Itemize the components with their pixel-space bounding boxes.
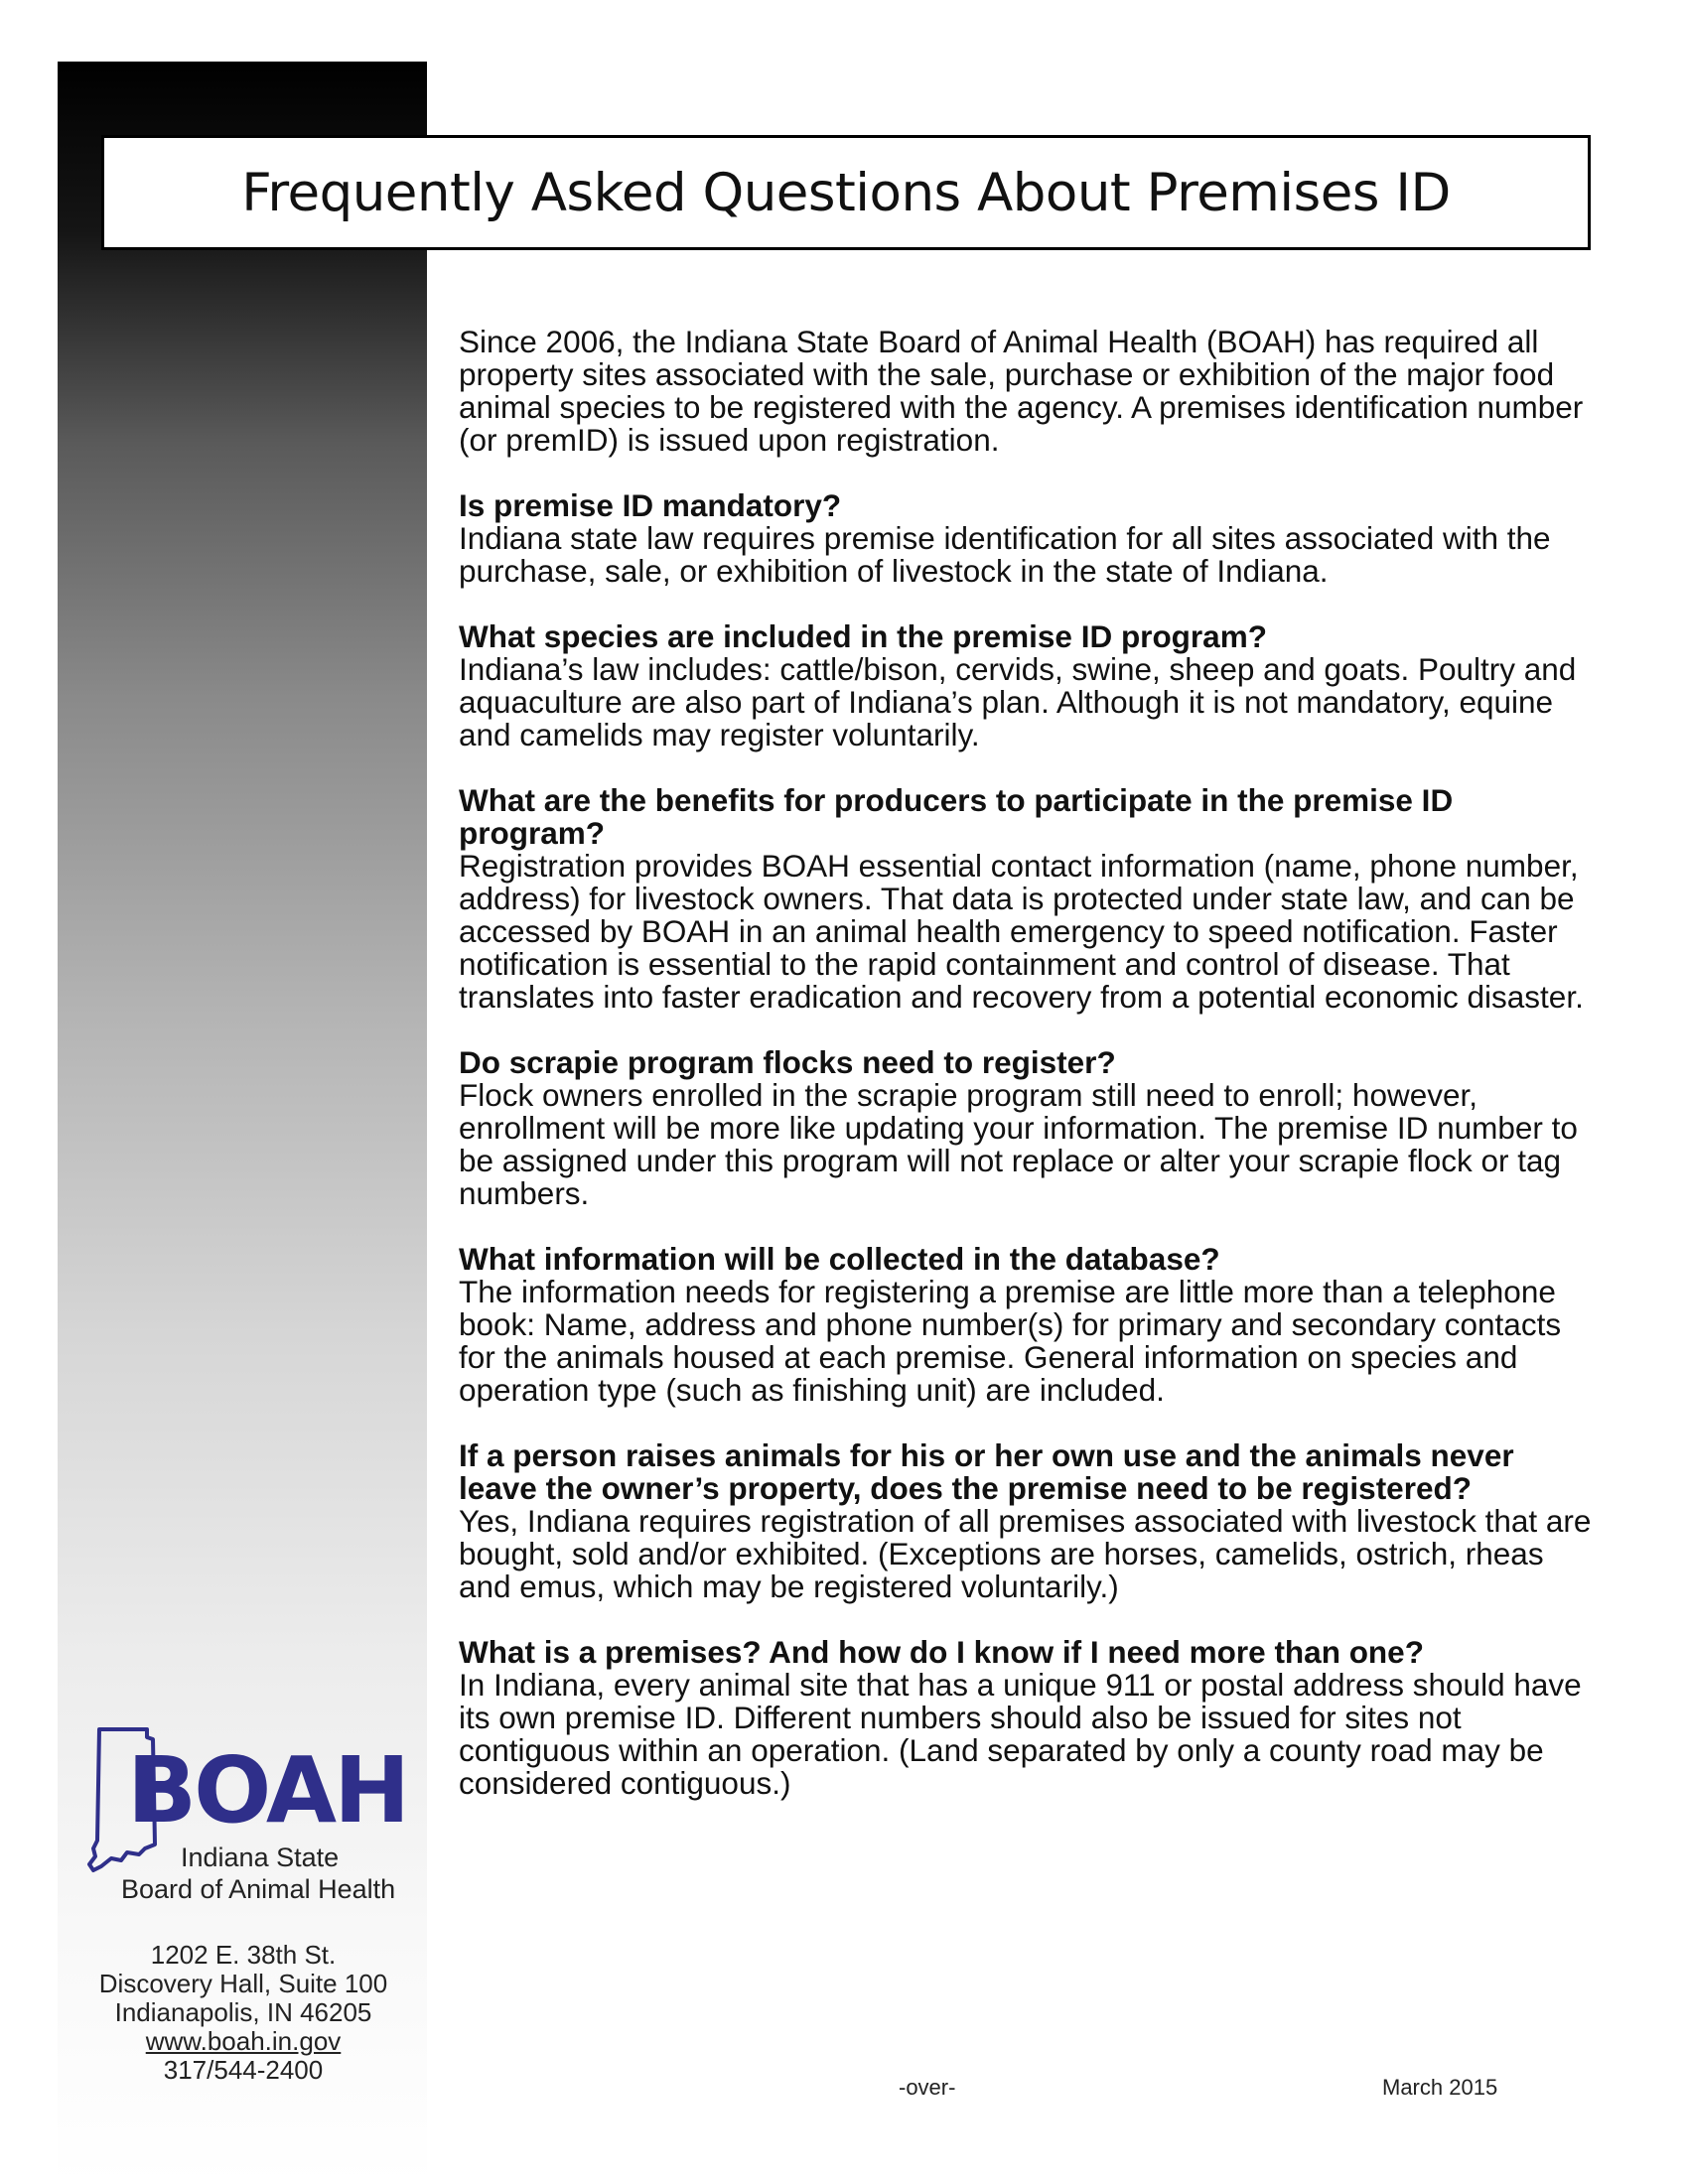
website-link[interactable]: www.boah.in.gov: [145, 2026, 342, 2056]
boah-logo: [83, 1725, 411, 1914]
faq-question: What species are included in the premise ID program?: [459, 618, 1267, 654]
faq-answer: Indiana’s law includes: cattle/bison, cervids, swine, sheep and goats. Poultry and aquaculture are also part of Indiana’s plan. Although it is not mandatory, equine and camelids may register voluntarily.: [459, 651, 1577, 752]
faq-answer: Registration provides BOAH essential contact information (name, phone number, address) for livestock owners. That data is protected under state law, and can be accessed by BOAH in an animal health emergency to speed notification. Faster notification is essential to the rapid containment and control of disease. That translates into faster eradication and recovery from a potential economic disaster.: [459, 848, 1584, 1015]
page-title: Frequently Asked Questions About Premises ID: [241, 162, 1451, 223]
faq-question: Do scrapie program flocks need to register?: [459, 1044, 1116, 1080]
phone-number: 317/544-2400: [163, 2055, 324, 2085]
logo-wordmark: BOAH: [127, 1737, 408, 1843]
address-building: Discovery Hall, Suite 100: [98, 1969, 388, 1998]
faq-question: What information will be collected in the database?: [459, 1241, 1220, 1277]
faq-item: [459, 489, 1601, 588]
address-city: Indianapolis, IN 46205: [114, 1997, 372, 2027]
org-name-line2: Board of Animal Health: [121, 1874, 396, 1904]
faq-item: [459, 1636, 1601, 1800]
faq-question: Is premise ID mandatory?: [459, 487, 842, 523]
faq-item: [459, 1046, 1601, 1210]
address-street: 1202 E. 38th St.: [150, 1940, 337, 1970]
main-content: [459, 326, 1601, 1833]
title-box: [101, 135, 1591, 250]
faq-answer: In Indiana, every animal site that has a unique 911 or postal address should have its own premise ID. Different numbers should also be issued for sites not contiguous within an operation. (Land separated by only a county road may be considered contiguous.): [459, 1667, 1582, 1801]
faq-answer: Indiana state law requires premise identification for all sites associated with the purchase, sale, or exhibition of livestock in the state of Indiana.: [459, 520, 1551, 589]
faq-question: What are the benefits for producers to participate in the premise ID program?: [459, 782, 1454, 851]
faq-item: [459, 1243, 1601, 1407]
contact-address: [60, 1941, 427, 2085]
intro-paragraph: Since 2006, the Indiana State Board of Animal Health (BOAH) has required all property sites associated with the sale, purchase or exhibition of the major food animal species to be registered with the agency. A premises identification number (or premID) is issued upon registration.: [459, 324, 1584, 458]
faq-item: [459, 620, 1601, 751]
faq-question: What is a premises? And how do I know if I need more than one?: [459, 1634, 1424, 1670]
faq-question: If a person raises animals for his or her own use and the animals never leave the owner’s property, does the premise need to be registered?: [459, 1437, 1514, 1506]
org-name-line1: Indiana State: [181, 1843, 340, 1872]
faq-answer: Flock owners enrolled in the scrapie program still need to enroll; however, enrollment will be more like updating your information. The premise ID number to be assigned under this program will not replace or alter your scrapie flock or tag numbers.: [459, 1077, 1578, 1211]
footer-over-label: -over-: [899, 2075, 956, 2100]
footer-date: March 2015: [1382, 2075, 1498, 2100]
faq-item: [459, 784, 1601, 1014]
faq-answer: Yes, Indiana requires registration of all premises associated with livestock that are bought, sold and/or exhibited. (Exceptions are horses, camelids, ostrich, rheas and emus, which may be registered voluntarily.): [459, 1503, 1592, 1604]
faq-item: [459, 1439, 1601, 1603]
faq-answer: The information needs for registering a premise are little more than a telephone book: Name, address and phone number(s) for primary and secondary contacts for the animals housed at each premise. General information on species and operation type (such as finishing unit) are included.: [459, 1274, 1562, 1408]
